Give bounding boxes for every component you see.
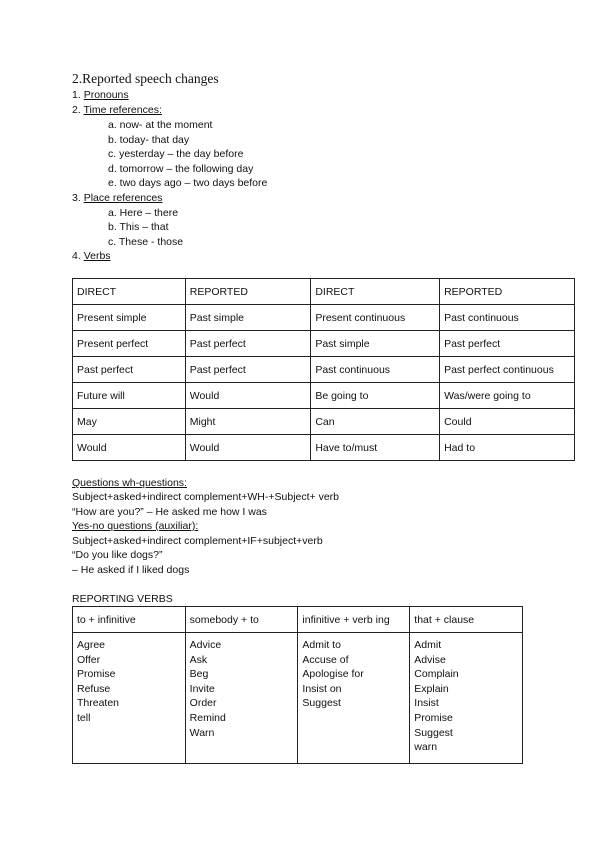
table-cell: Past continuous [311, 357, 440, 383]
table-row [73, 633, 523, 764]
list-item: Suggest [414, 726, 453, 739]
table-cell: Would [185, 435, 311, 461]
section-label: Pronouns [83, 89, 129, 101]
table-header-row [73, 279, 575, 305]
list-item: Promise [414, 711, 453, 724]
list-item: e. two days ago – two days before [108, 177, 268, 189]
list-item: Insist [414, 697, 439, 710]
section-number: 3. [72, 192, 84, 204]
section-label: Time references: [83, 104, 162, 116]
table-cell: Future will [73, 383, 186, 409]
table-cell: Be going to [311, 383, 440, 409]
list-item: d. tomorrow – the following day [108, 163, 254, 175]
list-item: Invite [189, 682, 215, 695]
list-item: warn [414, 741, 438, 754]
wh-questions-heading: Questions wh-questions: [72, 477, 187, 489]
table-cell: Was/were going to [440, 383, 575, 409]
list-item: Apologise for [302, 668, 364, 681]
table-header-cell: infinitive + verb ing [298, 607, 410, 633]
section-time-references [72, 103, 162, 117]
list-item: Complain [414, 668, 459, 681]
table-cell: Might [185, 409, 311, 435]
table-cell: Past continuous [440, 305, 575, 331]
table-cell: Past simple [185, 305, 311, 331]
table-row [73, 305, 575, 331]
page-title: 2.Reported speech changes [72, 71, 219, 86]
list-item: Agree [77, 639, 106, 651]
table-cell: Past simple [311, 331, 440, 357]
section-label: Verbs [83, 250, 111, 262]
wh-questions-formula: Subject+asked+indirect complement+WH-+Subject+ verb [72, 491, 340, 503]
table-cell: Past perfect [185, 331, 311, 357]
section-number: 4. [72, 250, 84, 262]
list-item: Insist on [302, 682, 342, 695]
section-number: 1. [72, 89, 84, 101]
list-item: Suggest [302, 697, 341, 710]
table-row [73, 409, 575, 435]
table-cell: Present continuous [311, 305, 440, 331]
section-place-references [72, 191, 162, 205]
list-item: Advise [414, 653, 446, 666]
list-item: Ask [189, 653, 208, 666]
table-cell: Have to/must [311, 435, 440, 461]
list-item: c. These - those [108, 236, 184, 248]
verbs-table [72, 278, 575, 461]
yes-no-example-answer: – He asked if I liked dogs [72, 564, 190, 576]
section-pronouns [72, 88, 129, 102]
table-cell [185, 633, 298, 764]
section-number: 2. [72, 104, 84, 116]
table-header-cell: to + infinitive [73, 607, 186, 633]
table-header-cell: somebody + to [185, 607, 298, 633]
table-cell: Can [311, 409, 440, 435]
section-verbs [72, 249, 111, 263]
list-item: c. yesterday – the day before [108, 148, 244, 160]
reporting-verbs-table [72, 606, 523, 764]
table-row [73, 435, 575, 461]
table-row [73, 383, 575, 409]
table-cell: Past perfect continuous [440, 357, 575, 383]
list-item: Advice [189, 639, 222, 651]
list-item: Warn [189, 726, 215, 739]
list-item: Admit to [302, 639, 341, 651]
reporting-verbs-heading: REPORTING VERBS [72, 593, 173, 605]
table-cell: Had to [440, 435, 575, 461]
table-cell: Could [440, 409, 575, 435]
yes-no-questions-heading: Yes-no questions (auxiliar): [72, 520, 199, 532]
list-item: tell [77, 711, 91, 724]
list-item: Offer [77, 653, 101, 666]
list-item: b. This – that [108, 221, 169, 233]
table-cell [298, 633, 410, 764]
list-item: Beg [189, 668, 209, 681]
list-item: Admit [414, 639, 442, 651]
list-item: Promise [77, 668, 116, 681]
list-item: a. now- at the moment [108, 119, 213, 131]
list-item: Threaten [77, 697, 120, 710]
table-cell: Would [73, 435, 186, 461]
table-cell [73, 633, 186, 764]
list-item: Order [189, 697, 217, 710]
table-cell: Past perfect [185, 357, 311, 383]
table-row [73, 357, 575, 383]
table-cell: Past perfect [73, 357, 186, 383]
list-item: Refuse [77, 682, 111, 695]
table-header-cell: DIRECT [311, 279, 440, 305]
list-item: a. Here – there [108, 207, 179, 219]
section-label: Place references [83, 192, 163, 204]
table-header-cell: that + clause [410, 607, 523, 633]
table-header-cell: REPORTED [440, 279, 575, 305]
list-item: Explain [414, 682, 449, 695]
table-cell: Would [185, 383, 311, 409]
table-header-row [73, 607, 523, 633]
wh-questions-example: “How are you?” – He asked me how I was [72, 506, 267, 518]
table-header-cell: DIRECT [73, 279, 186, 305]
table-cell: Past perfect [440, 331, 575, 357]
table-header-cell: REPORTED [185, 279, 311, 305]
list-item: b. today- that day [108, 134, 190, 146]
yes-no-questions-formula: Subject+asked+indirect complement+IF+subject+verb [72, 535, 323, 547]
table-cell: Present simple [73, 305, 186, 331]
table-cell [410, 633, 523, 764]
yes-no-example-question: “Do you like dogs?” [72, 549, 163, 561]
table-cell: May [73, 409, 186, 435]
table-row [73, 331, 575, 357]
list-item: Accuse of [302, 653, 349, 666]
table-cell: Present perfect [73, 331, 186, 357]
list-item: Remind [189, 711, 226, 724]
